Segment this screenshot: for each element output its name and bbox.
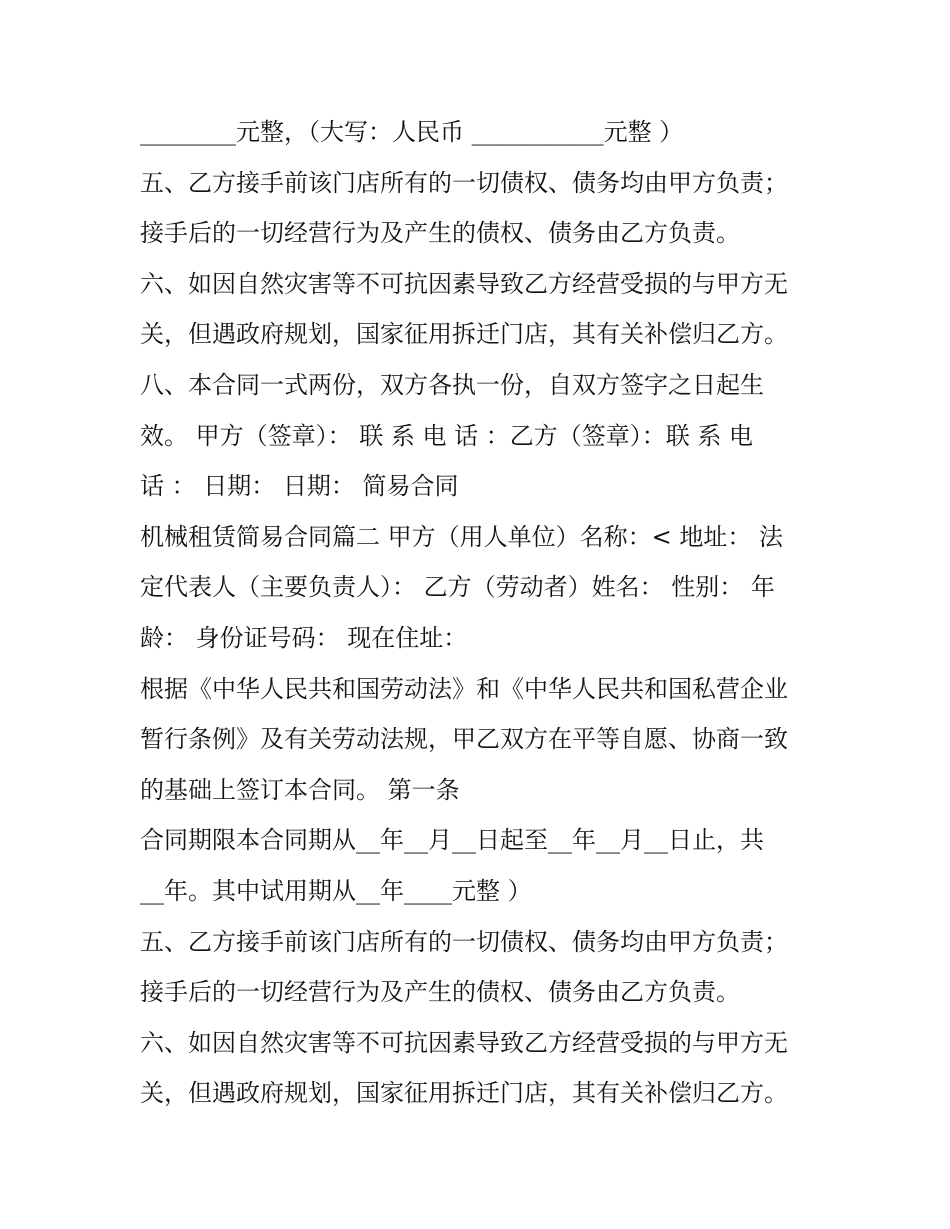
text-line: 接手后的一切经营行为及产生的债权、债务由乙方负责。 (140, 978, 740, 1007)
text-line: 关，但遇政府规划，国家征用拆迁门店，其有关补偿归乙方。 (140, 1079, 788, 1108)
text-line: 根据《中华人民共和国劳动法》和《中华人民共和国私营企业 (140, 674, 788, 703)
text-line: 机械租赁简易合同篇二 甲方（用人单位）名称：< 地址： 法 (140, 522, 783, 551)
text-line: 暂行条例》及有关劳动法规，甲乙双方在平等自愿、协商一致 (140, 725, 788, 754)
text-line: 效。 甲方（签章）： 联 系 电 话 ：乙方（签章）：联 系 电 (140, 421, 754, 450)
text-line: 合同期限本合同期从__年__月__日起至__年__月__日止，共 (140, 826, 764, 855)
text-line: 关，但遇政府规划，国家征用拆迁门店，其有关补偿归乙方。 (140, 320, 788, 349)
text-line: 五、乙方接手前该门店所有的一切债权、债务均由甲方负责； (140, 927, 788, 956)
text-line: 定代表人（主要负责人）： 乙方（劳动者）姓名： 性别： 年 (140, 573, 775, 602)
text-line: 话 ： 日期： 日期： 简易合同 (140, 472, 459, 501)
text-line: __年。其中试用期从__年____元整 ） (140, 876, 532, 905)
text-line: 五、乙方接手前该门店所有的一切债权、债务均由甲方负责； (140, 168, 788, 197)
text-line: 龄： 身份证号码： 现在住址： (140, 623, 468, 652)
text-line: 八、本合同一式两份，双方各执一份，自双方签字之日起生 (140, 370, 764, 399)
text-line: 六、如因自然灾害等不可抗因素导致乙方经营受损的与甲方无 (140, 269, 788, 298)
document-body (140, 107, 830, 1119)
text-line: 接手后的一切经营行为及产生的债权、债务由乙方负责。 (140, 219, 740, 248)
text-line: 六、如因自然灾害等不可抗因素导致乙方经营受损的与甲方无 (140, 1028, 788, 1057)
text-line: 的基础上签订本合同。 第一条 (140, 775, 460, 804)
text-line: ________元整，（大写：人民币 ___________元整 ） (140, 118, 684, 146)
